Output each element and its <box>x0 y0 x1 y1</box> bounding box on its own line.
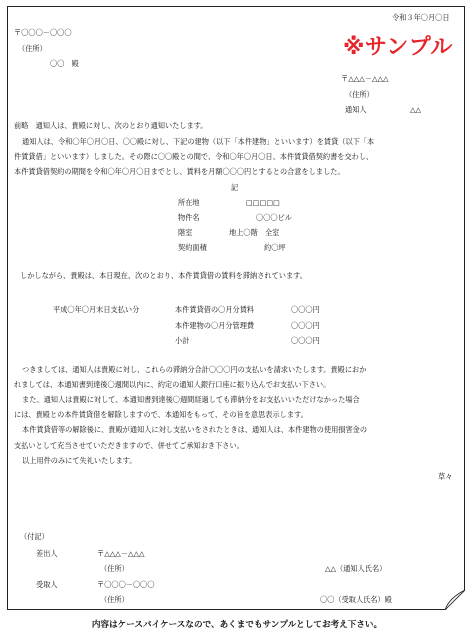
appendix-receiver-name: 〇〇（受取人氏名）殿 <box>320 595 392 604</box>
appendix-receiver-zip: 〒〇〇〇－〇〇〇 <box>97 580 155 589</box>
paragraph2: しかしながら、貴殿は、本日現在、次のとおり、本件賃貸借の賃料を滞納されています。 <box>20 271 307 280</box>
paragraph3-line: 以上用件のみにて失礼いたします。 <box>22 456 137 465</box>
appendix-receiver-address: （住所） <box>100 595 129 604</box>
arrears-label: 本件建物の〇月分管理費 <box>175 321 255 330</box>
appendix-receiver-label: 受取人 <box>36 580 58 589</box>
appendix-title: （付記） <box>20 532 49 541</box>
arrears-amount: 〇〇〇円 <box>291 305 320 314</box>
recipient-name: 〇〇 殿 <box>50 59 79 68</box>
sample-watermark: ※サンプル <box>343 35 453 60</box>
footer-note: 内容はケースバイケースなので、あくまでもサンプルとしてお考え下さい。 <box>91 620 383 630</box>
page-curl <box>445 590 465 610</box>
paragraph1-line: 通知人は、令和〇年〇月〇日、〇〇殿に対し、下記の建物（以下「本件建物」といいます）を賃貸（以下「本 <box>22 137 375 146</box>
property-label: 物件名 <box>178 213 200 222</box>
paragraph3-line: には、貴殿との本件賃貸借を解除しますので、本通知をもって、その旨を意思表示します。 <box>14 410 308 419</box>
property-value: □□□□□ <box>246 198 280 207</box>
arrears-label: 小計 <box>175 336 190 345</box>
sender-zip: 〒△△△－△△△ <box>341 74 389 83</box>
arrears-amount: 〇〇〇円 <box>291 321 320 330</box>
ki-heading: 記 <box>231 183 239 192</box>
paragraph3-line: れましては、本通知書到達後〇週間以内に、約定の通知人銀行口座に振り込んでお支払い下さい。 <box>14 380 331 389</box>
arrears-period: 平成〇年〇月末日支払い分 <box>53 305 140 314</box>
sender-address: （住所） <box>345 90 374 99</box>
closing: 草々 <box>438 472 453 481</box>
recipient-address: （住所） <box>18 44 47 53</box>
arrears-label: 本件賃貸借の〇月分賃料 <box>175 305 255 314</box>
property-value: 〇〇〇ビル <box>256 213 292 222</box>
paragraph3-line: 本件賃貸借等の解除後に、貴殿が通知人に対し支払いをされたときは、通知人は、本件建物の使用損害金の <box>22 425 368 434</box>
intro-line: 前略 通知人は、貴殿に対し、次のとおり通知いたします。 <box>14 121 208 130</box>
property-value: 地上〇階 全室 <box>229 228 280 237</box>
sender-name: △△ <box>410 105 422 114</box>
property-value: 約〇坪 <box>264 243 286 252</box>
paragraph1-line: 件賃貸借」といいます）しました。その際に〇〇殿との間で、令和〇年〇月〇日、本件賃貸借契約書を交わし、 <box>14 152 374 161</box>
appendix-sender-address: （住所） <box>100 564 129 573</box>
recipient-zip: 〒〇〇〇－〇〇〇 <box>14 28 72 37</box>
paragraph3-line: 支払いとして充当させていただきますので、併せてご承知おき下さい。 <box>14 441 244 450</box>
arrears-amount: 〇〇〇円 <box>291 336 320 345</box>
paragraph3-line: つきましては、通知人は貴殿に対し、これらの滞納分合計〇〇〇円の支払いを請求いたします。貴殿におか <box>22 365 367 374</box>
property-label: 所在地 <box>178 198 200 207</box>
property-label: 階室 <box>178 228 193 237</box>
appendix-sender-zip: 〒△△△－△△△ <box>97 549 145 558</box>
appendix-sender-name: △△（通知人氏名） <box>325 564 387 573</box>
document-date: 令和３年〇月〇日 <box>392 13 450 22</box>
property-label: 契約面積 <box>178 243 207 252</box>
sender-label: 通知人 <box>345 105 367 114</box>
appendix-sender-label: 差出人 <box>36 549 58 558</box>
paragraph3-line: また、通知人は貴殿に対して、本通知書到達後〇週間経過しても滞納分をお支払いいただけなかった場合 <box>22 395 360 404</box>
paragraph1-line: 本件賃貸借契約の期間を令和〇年〇月〇日までとし、賃料を月額〇〇〇円とするとの合意をしました。 <box>14 167 345 176</box>
